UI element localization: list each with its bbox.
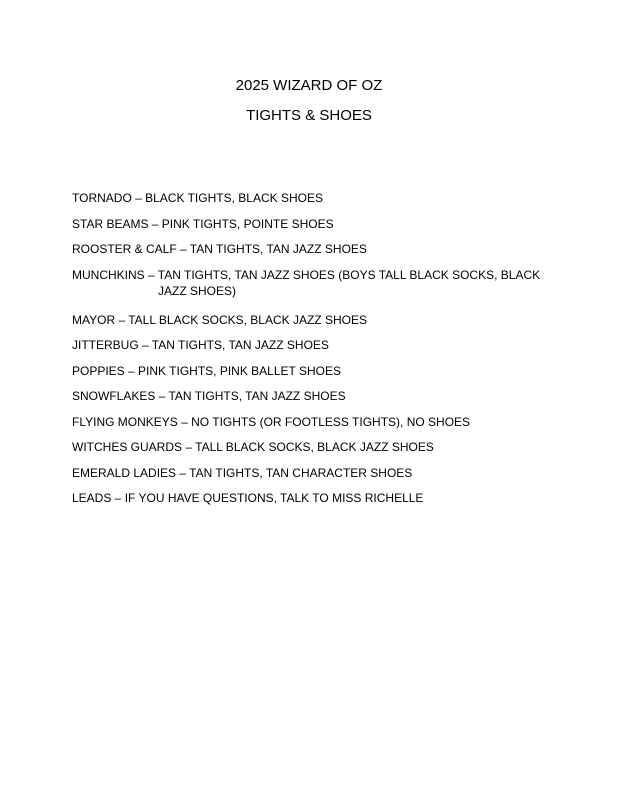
list-item-text: ROOSTER & CALF – TAN TIGHTS, TAN JAZZ SHOES [72, 242, 367, 256]
list-item-text-continued: JAZZ SHOES) [158, 283, 237, 298]
list-item-munchkins [72, 267, 552, 299]
list-item-emerald-ladies [72, 465, 552, 481]
list-item-text: STAR BEAMS – PINK TIGHTS, POINTE SHOES [72, 216, 334, 231]
list-item-poppies [72, 363, 552, 379]
list-item-rooster-calf [72, 241, 552, 257]
list-item-text: TORNADO – BLACK TIGHTS, BLACK SHOES [72, 191, 323, 205]
list-item-text: MAYOR – TALL BLACK SOCKS, BLACK JAZZ SHOES [72, 312, 367, 327]
list-item-text: POPPIES – PINK TIGHTS, PINK BALLET SHOES [72, 363, 341, 378]
list-item-leads [72, 490, 552, 506]
list-item-text: MUNCHKINS – TAN TIGHTS, TAN JAZZ SHOES (BOYS TALL BLACK SOCKS, BLACK [72, 267, 541, 282]
list-item-text: FLYING MONKEYS – NO TIGHTS (OR FOOTLESS TIGHTS), NO SHOES [72, 414, 471, 429]
document-title: 2025 WIZARD OF OZ [235, 77, 383, 94]
list-item-text: EMERALD LADIES – TAN TIGHTS, TAN CHARACTER SHOES [72, 465, 413, 480]
list-item-text: LEADS – IF YOU HAVE QUESTIONS, TALK TO MISS RICHELLE [72, 491, 424, 505]
list-item-witches-guards [72, 439, 552, 455]
list-item-text: JITTERBUG – TAN TIGHTS, TAN JAZZ SHOES [72, 338, 329, 352]
list-item-mayor [72, 312, 552, 328]
list-item-text: SNOWFLAKES – TAN TIGHTS, TAN JAZZ SHOES [72, 389, 346, 403]
list-item-star-beams [72, 216, 552, 232]
costume-list [72, 190, 552, 516]
list-item-flying-monkeys [72, 414, 552, 430]
list-item-tornado [72, 190, 552, 206]
document-subtitle: TIGHTS & SHOES [246, 107, 372, 124]
list-item-jitterbug [72, 337, 552, 353]
list-item-text: WITCHES GUARDS – TALL BLACK SOCKS, BLACK JAZZ SHOES [72, 440, 434, 454]
list-item-snowflakes [72, 388, 552, 404]
